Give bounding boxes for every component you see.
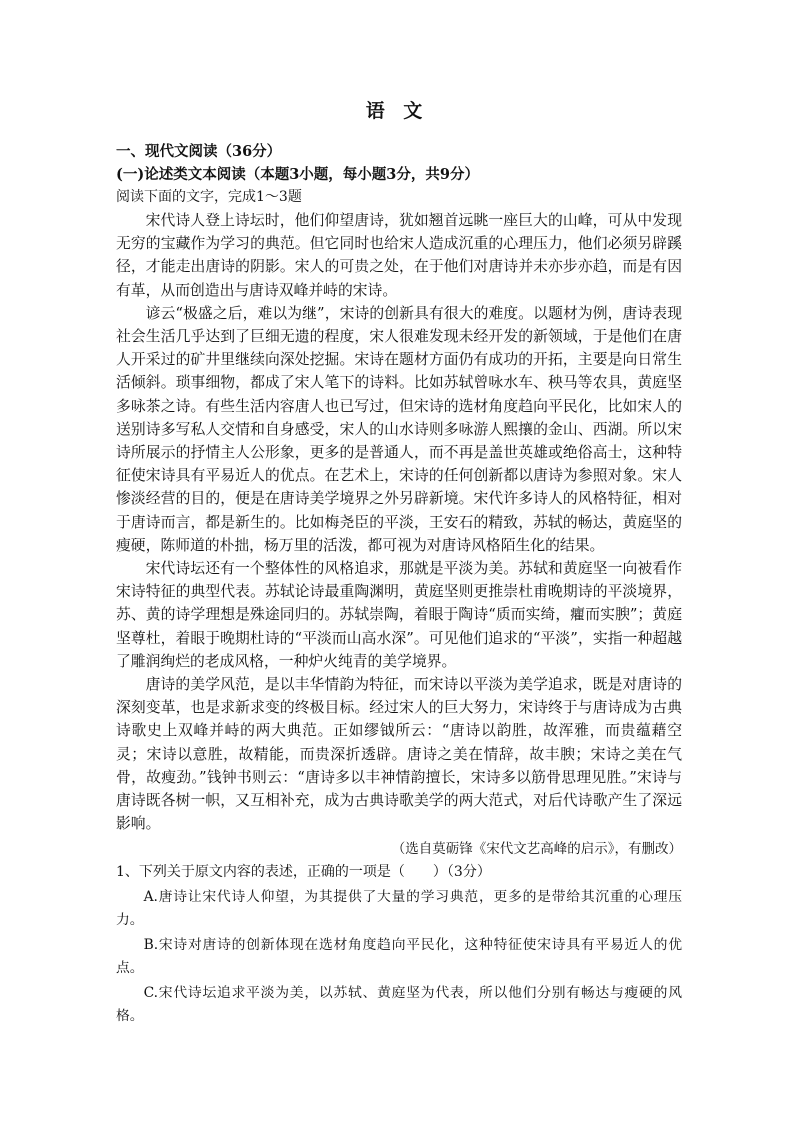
- passage-paragraph-2: 谚云“极盛之后，难以为继”，宋诗的创新具有很大的难度。以题材为例，唐诗表现社会生活几乎达到了巨细无遗的程度，宋人很难发现未经开发的新领域，于是他们在唐人开采过的矿井里继续向深处挖掘。宋诗在题材方面仍有成功的开拓，主要是向日常生活倾斜。琐事细物，都成了宋人笔下的诗料。比如苏轼曾咏水车、秧马等农具，黄庭坚多咏茶之诗。有些生活内容唐人也已写过，但宋诗的选材角度趋向平民化，比如宋人的送别诗多写私人交情和自身感受，宋人的山水诗则多咏游人熙攘的金山、西湖。所以宋诗所展示的抒情主人公形象，更多的是普通人，而不再是盖世英雄或绝俗高士，这种特征使宋诗具有平易近人的优点。在艺术上，宋诗的任何创新都以唐诗为参照对象。宋人惨淡经营的目的，便是在唐诗美学境界之外另辟新境。宋代许多诗人的风格特征，相对于唐诗而言，都是新生的。比如梅尧臣的平淡，王安石的精致，苏轼的畅达，黄庭坚的瘦硬，陈师道的朴拙，杨万里的活泼，都可视为对唐诗风格陌生化的结果。: [116, 304, 682, 554]
- subsection-heading: (一)论述类文本阅读（本题3小题，每小题3分，共9分）: [116, 166, 479, 183]
- passage-source: （选自莫砺锋《宋代文艺高峰的启示》，有删改）: [391, 841, 682, 858]
- exam-content: [116, 140, 682, 1028]
- reading-passage: [116, 209, 682, 835]
- passage-paragraph-1: 宋代诗人登上诗坛时，他们仰望唐诗，犹如翘首远眺一座巨大的山峰，可从中发现无穷的宝藏作为学习的典范。但它同时也给宋人造成沉重的心理压力，他们必须另辟蹊径，才能走出唐诗的阴影。宋人的可贵之处，在于他们对唐诗并未亦步亦趋，而是有因有革，从而创造出与唐诗双峰并峙的宋诗。: [116, 212, 682, 299]
- passage-paragraph-3: 宋代诗坛还有一个整体性的风格追求，那就是平淡为美。苏轼和黄庭坚一向被看作宋诗特征的典型代表。苏轼论诗最重陶渊明，黄庭坚则更推崇杜甫晚期诗的平淡境界，苏、黄的诗学理想是殊途同归的。苏轼崇陶，着眼于陶诗“质而实绮，癯而实腴”；黄庭坚尊杜，着眼于晚期杜诗的“平淡而山高水深”。可见他们追求的“平淡”，实指一种超越了雕润绚烂的老成风格，一种炉火纯青的美学境界。: [116, 560, 682, 670]
- reading-instruction: 阅读下面的文字，完成1～3题: [116, 189, 302, 205]
- question-1: [116, 861, 682, 1028]
- section-heading: 一、现代文阅读（36分）: [116, 143, 282, 160]
- page-title: 语 文: [365, 100, 429, 122]
- question-stem: 1、下列关于原文内容的表述，正确的一项是（ ）（3分）: [116, 864, 491, 881]
- passage-paragraph-4: 唐诗的美学风范，是以丰华情韵为特征，而宋诗以平淡为美学追求，既是对唐诗的深刻变革，也是求新求变的终极目标。经过宋人的巨大努力，宋诗终于与唐诗成为古典诗歌史上双峰并峙的两大典范。正如缪钺所云：“唐诗以韵胜，故浑雅，而贵蕴藉空灵；宋诗以意胜，故精能，而贵深折透辟。唐诗之美在情辞，故丰腴；宋诗之美在气骨，故瘦劲。”钱钟书则云：“唐诗多以丰神情韵擅长，宋诗多以筋骨思理见胜。”宋诗与唐诗既各树一帜，又互相补充，成为古典诗歌美学的两大范式，对后代诗歌产生了深远影响。: [116, 676, 682, 833]
- option-c: C.宋代诗坛追求平淡为美，以苏轼、黄庭坚为代表，所以他们分别有畅达与瘦硬的风格。: [116, 985, 682, 1025]
- option-b: B.宋诗对唐诗的创新体现在选材角度趋向平民化，这种特征使宋诗具有平易近人的优点。: [116, 937, 682, 977]
- option-a: A.唐诗让宋代诗人仰望，为其提供了大量的学习典范，更多的是带给其沉重的心理压力。: [116, 889, 682, 929]
